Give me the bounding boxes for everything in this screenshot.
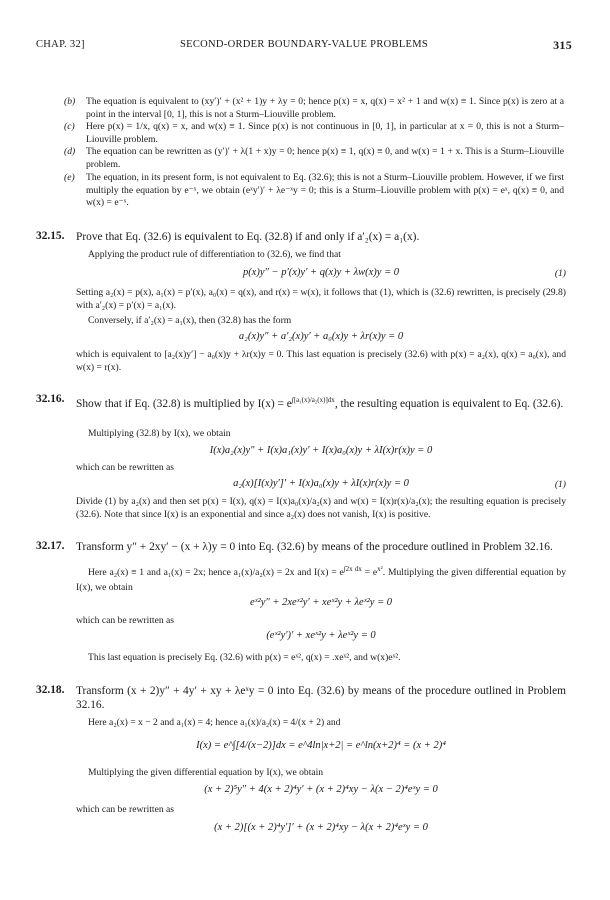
item-e: (e) The equation, in its present form, is not equivalent to Eq. (32.6); this is not a Sturm–Liouville problem. However, if we first multiply the equation by e⁻ˣ, we obtain (eˣy′)′ + λe⁻ˣy = 0; this is a Sturm–Liouville problem with p(x) = eˣ, q(x) ≡ 0, and w(x) = e⁻ˣ. (64, 172, 564, 209)
equation: eˣ²y″ + 2xeˣ²y′ + xeˣ²y + λeˣ²y = 0 (249, 597, 393, 608)
equation: p(x)y″ − p′(x)y′ + q(x)y + λw(x)y = 0 (242, 267, 400, 278)
paragraph: Conversely, if a′₂(x) = a₁(x), then (32.8) has the form (88, 315, 292, 326)
page-number: 315 (553, 38, 572, 52)
paragraph: Setting a₂(x) = p(x), a₁(x) = p′(x), a₀(x) = q(x), and r(x) = w(x), it follows that (1), which is (32.6) rewritten, is precisely (29.8) with a′₂(x) = p′(x) = a₁(x). (76, 287, 566, 311)
paragraph: which can be rewritten as (76, 615, 175, 626)
paragraph: which can be rewritten as (76, 462, 175, 473)
problem-statement: Show that if Eq. (32.8) is multiplied by $I(x) = e^{\int[a_1(x)/a_2(x)]dx}$, the resulting equation is equivalent to Eq. (32.6). (76, 396, 564, 410)
paragraph: Multiplying the given differential equation by I(x), we obtain (88, 767, 324, 778)
paragraph: which can be rewritten as (76, 804, 175, 815)
paragraph: Divide (1) by a₂(x) and then set p(x) = I(x), q(x) = I(x)a₀(x)/a₂(x) and w(x) = I(x)r(x)/a₂(x); the resulting equation is precisely (32.6). Note that since I(x) is an exponential and since a₂(x) does not vanish, I(x) is positive. (76, 496, 566, 520)
paragraph: Multiplying (32.8) by I(x), we obtain (88, 428, 231, 439)
equation: a₂(x)[I(x)y′]′ + I(x)a₀(x)y + λI(x)r(x)y = 0 (233, 478, 409, 489)
chapter-label: CHAP. 32] (36, 39, 85, 50)
problem-number: 32.17. (36, 540, 65, 552)
equation: a₂(x)y″ + a′₂(x)y′ + a₀(x)y + λr(x)y = 0 (238, 331, 404, 342)
header-title: SECOND-ORDER BOUNDARY-VALUE PROBLEMS (179, 39, 429, 50)
problem-number: 32.15. (36, 230, 65, 242)
item-d: (d) The equation can be rewritten as (y′)′ + λ(1 + x)y = 0; hence p(x) ≡ 1, q(x) ≡ 0, and w(x) = 1 + x. This is a Sturm–Liouville problem. (64, 146, 564, 170)
problem-statement: Transform (x + 2)y″ + 4y′ + xy + λeˣy = 0 into Eq. (32.6) by means of the procedure outlined in Problem 32.16. (76, 685, 566, 711)
paragraph: Here a₂(x) = x − 2 and a₁(x) = 4; hence a₁(x)/a₂(x) = 4/(x + 2) and (88, 717, 341, 728)
equation: I(x)a₂(x)y″ + I(x)a₁(x)y′ + I(x)a₀(x)y + λI(x)r(x)y = 0 (209, 445, 433, 456)
paragraph: Applying the product rule of differentiation to (32.6), we find that (88, 249, 341, 260)
equation: (eˣ²y′)′ + xeˣ²y + λeˣ²y = 0 (266, 630, 376, 641)
equation: (x + 2)⁵y″ + 4(x + 2)⁴y′ + (x + 2)⁴xy − λ(x − 2)⁴eˣy = 0 (204, 784, 438, 795)
problem-number: 32.16. (36, 393, 65, 405)
paragraph: Here a₂(x) ≡ 1 and a₁(x) = 2x; hence a₁(x)/a₂(x) = 2x and $I(x) = e^{\int 2x dx} = e^{x^2}$. Multiplying the given differential equation by I(x), we obtain (76, 565, 566, 594)
item-b: (b) The equation is equivalent to (xy′)′ + (x² + 1)y + λy = 0; hence p(x) = x, q(x) = x² + 1 and w(x) ≡ 1. Since p(x) is zero at a point in the interval [0, 1], this is not a Sturm–Liouville problem. (64, 96, 564, 120)
problem-statement: Transform y″ + 2xy′ − (x + λ)y = 0 into Eq. (32.6) by means of the procedure outlined in Problem 32.16. (76, 541, 553, 553)
item-c: (c) Here p(x) = 1/x, q(x) = x, and w(x) ≡ 1. Since p(x) is not continuous in [0, 1], in particular at x = 0, this is not a Sturm–Liouville problem. (64, 121, 564, 145)
equation: (x + 2)[(x + 2)⁴y′]′ + (x + 2)⁴xy − λ(x + 2)⁴eˣy = 0 (214, 822, 428, 833)
problem-statement: Prove that Eq. (32.6) is equivalent to Eq. (32.8) if and only if a′₂(x) = a₁(x). (76, 231, 420, 243)
paragraph: This last equation is precisely Eq. (32.6) with p(x) = eˣ², q(x) = .xeˣ², and w(x)eˣ². (88, 652, 401, 663)
paragraph: which is equivalent to [a₂(x)y′] − a₀(x)y + λr(x)y = 0. This last equation is precisely (32.6) with p(x) = a₂(x), q(x) = a₀(x), and w(x) = r(x). (76, 349, 566, 373)
equation: I(x) = e^∫[4/(x−2)]dx = e^4ln|x+2| = e^ln(x+2)⁴ = (x + 2)⁴ (196, 740, 446, 751)
equation-number: (1) (554, 268, 566, 279)
equation-number: (1) (554, 479, 566, 490)
problem-number: 32.18. (36, 684, 65, 696)
